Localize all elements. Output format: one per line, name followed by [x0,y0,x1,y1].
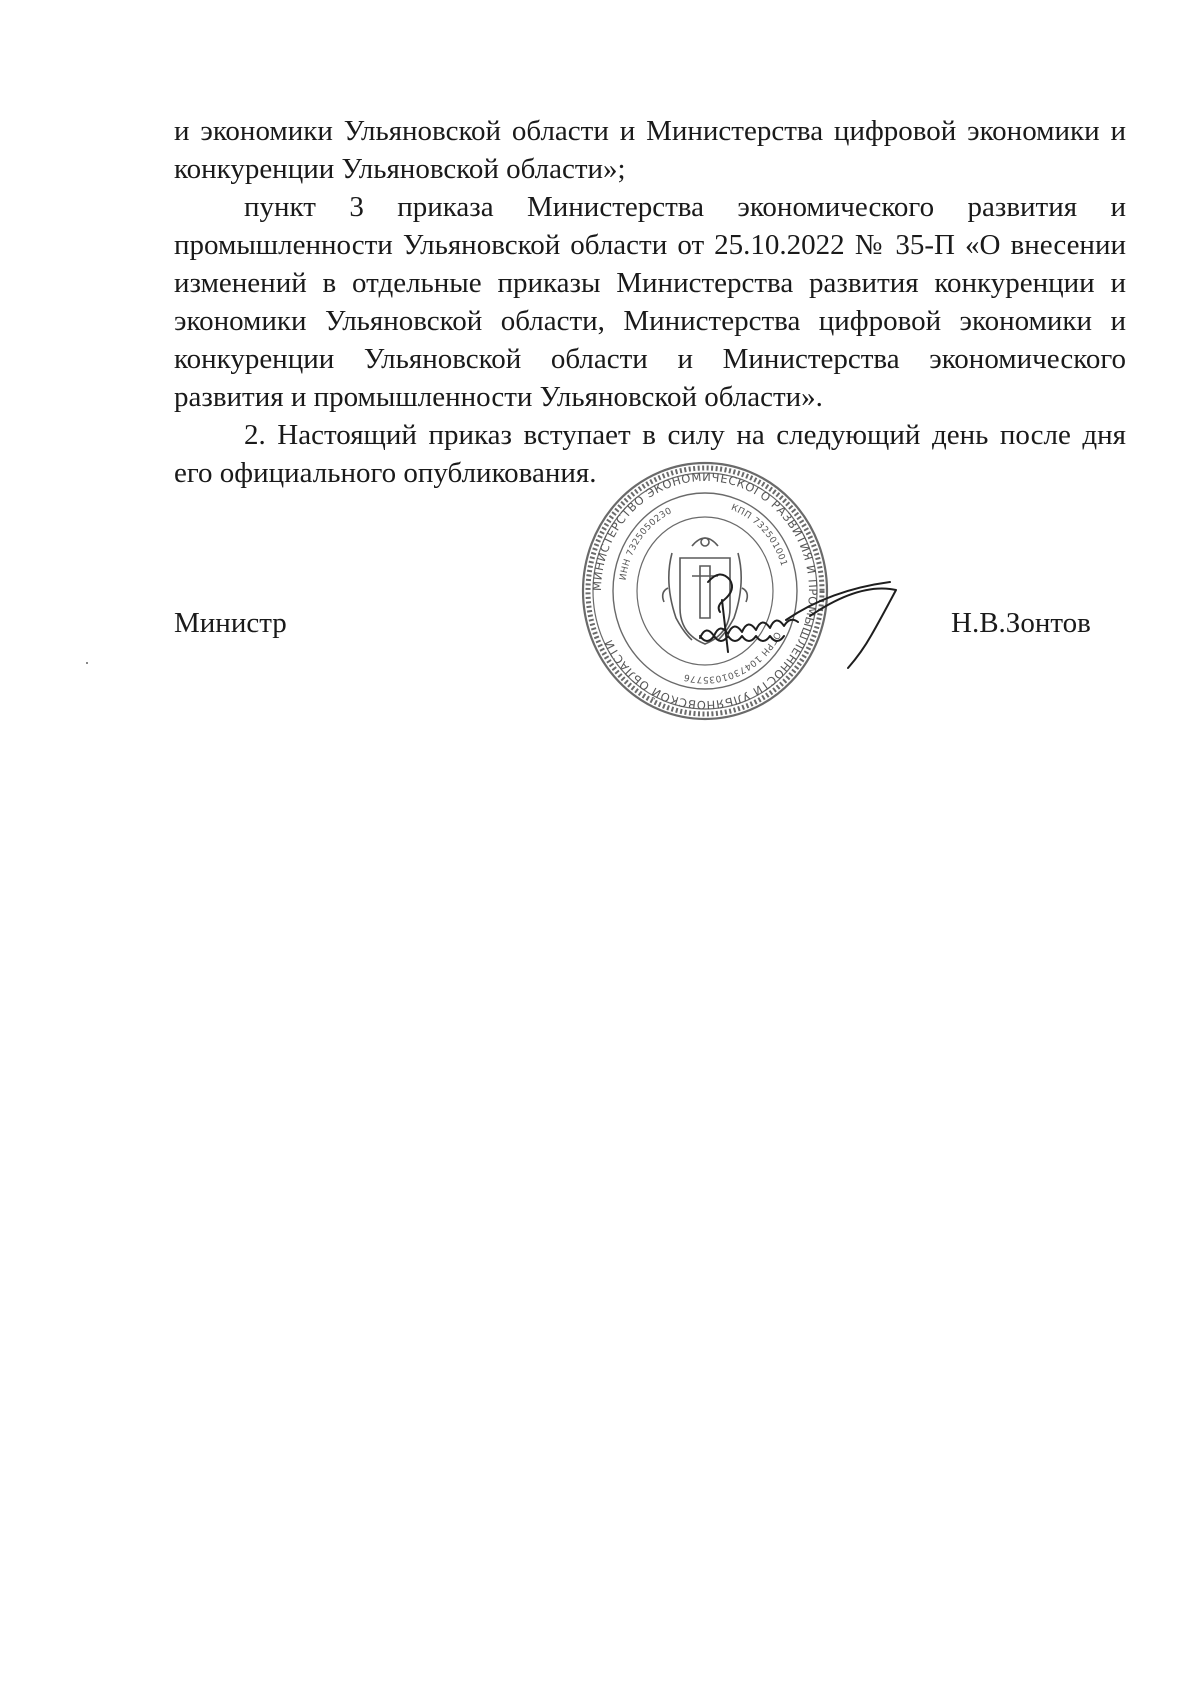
signatory-title: Министр [174,607,287,639]
paragraph-effective-date: 2. Настоящий приказ вступает в силу на следующий день после дня его официального опубликования. [174,419,1126,489]
paragraph-item-3: пункт 3 приказа Министерства экономического развития и промышленности Ульяновской области от 25.10.2022 № 35-П «О внесении изменений в отдельные приказы Министерства развития конкуренции и экономики Ульяновской области, Министерства цифровой экономики и конкуренции Ульяновской области и Министерства экономического развития и промышленности Ульяновской области». [174,191,1126,413]
seal-ogrn: ОГРН 1047301035776 [682,629,782,685]
signatory-name: Н.В.Зонтов [951,607,1091,639]
seal-inn: ИНН 7325050230 [618,506,674,582]
seal-outer-text: МИНИСТЕРСТВО ЭКОНОМИЧЕСКОГО РАЗВИТИЯ И ПРОМЫШЛЕННОСТИ УЛЬЯНОВСКОЙ ОБЛАСТИ [589,469,821,713]
scan-speck [86,662,88,664]
paragraph-continuation: и экономики Ульяновской области и Министерства цифровой экономики и конкуренции Ульяновской области»; [174,115,1126,185]
document-body [174,112,1126,492]
seal-kpp: КПП 732501001 [729,502,789,568]
handwritten-signature [690,560,920,680]
